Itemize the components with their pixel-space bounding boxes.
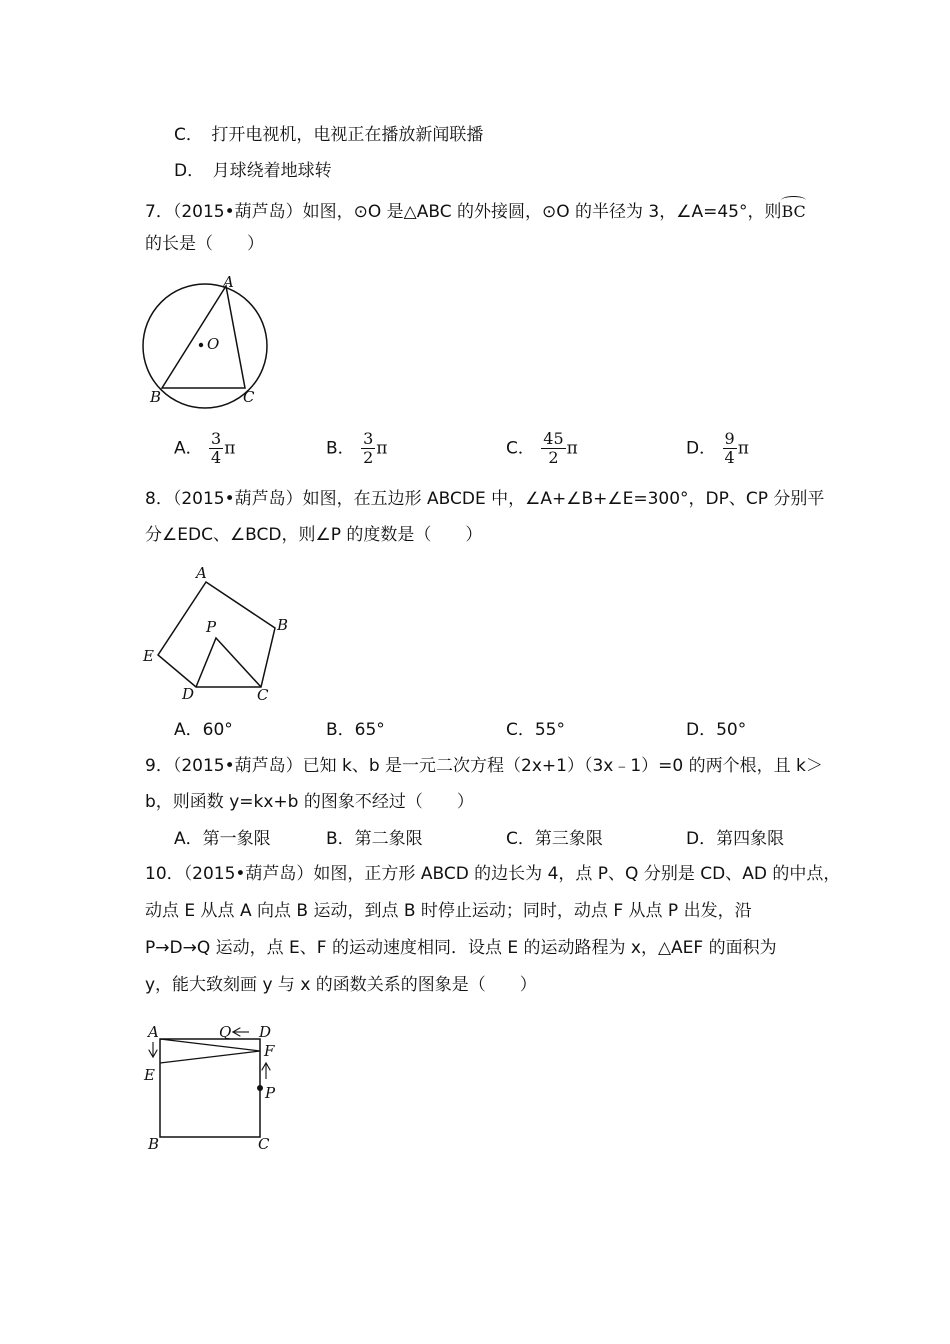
q10-figure-square: [135, 1012, 295, 1157]
label-b: B: [277, 616, 289, 634]
q9-option-a: A．第一象限: [174, 829, 271, 849]
fraction: [361, 430, 375, 467]
q8-stem-line1: 8．（2015•葫芦岛）如图，在五边形 ABCDE 中，∠A+∠B+∠E=300°，DP、CP 分别平: [145, 489, 825, 509]
label-b: B: [148, 1135, 160, 1153]
label-c: C: [258, 1135, 270, 1153]
q7-option-a: [174, 430, 235, 467]
label-d: D: [182, 685, 195, 703]
q7-figure-circle-triangle: [135, 270, 285, 415]
numerator: 9: [724, 429, 735, 448]
denominator: 4: [211, 448, 222, 467]
label-d: D: [259, 1023, 272, 1041]
q9-option-c: C．第三象限: [506, 829, 603, 849]
option-letter: D．: [686, 438, 717, 459]
denominator: 2: [363, 448, 374, 467]
q7-stem-text: 7．（2015•葫芦岛）如图，⊙O 是△ABC 的外接圆，⊙O 的半径为 3，∠A=45°，则: [145, 202, 782, 222]
pi-symbol: π: [566, 438, 578, 459]
q9-stem-line1: 9．（2015•葫芦岛）已知 k、b 是一元二次方程（2x+1）（3x﹣1）=0 的两个根，且 k＞: [145, 756, 823, 776]
q8-option-a: A．60°: [174, 720, 233, 740]
option-letter: B．: [326, 438, 355, 459]
pi-symbol: π: [376, 438, 388, 459]
q10-stem-line1: 10．（2015•葫芦岛）如图，正方形 ABCD 的边长为 4，点 P、Q 分别是 CD、AD 的中点，: [145, 864, 841, 884]
label-c: C: [257, 686, 269, 704]
denominator: 2: [548, 448, 559, 467]
segment-ef: [160, 1051, 260, 1063]
q8-option-d: D．50°: [686, 720, 747, 740]
square-abcd: [160, 1039, 260, 1137]
label-p: P: [206, 618, 217, 636]
label-p: P: [265, 1084, 276, 1102]
numerator: 3: [363, 429, 374, 448]
label-e: E: [143, 647, 154, 665]
label-a: A: [148, 1023, 159, 1041]
label-a: A: [223, 273, 234, 291]
numerator: 45: [543, 429, 564, 448]
q7-stem-line1: [145, 196, 806, 224]
label-a: A: [196, 564, 207, 582]
q9-option-d: D．第四象限: [686, 829, 785, 849]
label-b: B: [150, 388, 162, 406]
label-e: E: [144, 1066, 155, 1084]
fraction: [209, 430, 223, 467]
fraction: [723, 430, 737, 467]
point-p: [257, 1085, 263, 1091]
option-letter: A．: [174, 438, 203, 459]
q7-stem-line2: 的长是（ ）: [145, 234, 264, 254]
q10-stem-line4: y，能大致刻画 y 与 x 的函数关系的图象是（ ）: [145, 975, 537, 995]
label-o: O: [207, 335, 220, 353]
option-letter: C．: [506, 438, 535, 459]
q10-stem-line2: 动点 E 从点 A 向点 B 运动，到点 B 时停止运动；同时，动点 F 从点 P 出发，沿: [145, 901, 752, 921]
q7-option-b: [326, 430, 387, 467]
pentagon-abcde: [158, 582, 275, 687]
pi-symbol: π: [737, 438, 749, 459]
q8-option-c: C．55°: [506, 720, 566, 740]
q6-option-d: D． 月球绕着地球转: [174, 161, 332, 181]
numerator: 3: [211, 429, 222, 448]
q9-stem-line2: b，则函数 y=kx+b 的图象不经过（ ）: [145, 792, 474, 812]
q8-option-b: B．65°: [326, 720, 385, 740]
q6-option-c: C． 打开电视机，电视正在播放新闻联播: [174, 125, 484, 145]
label-c: C: [243, 388, 255, 406]
q8-stem-line2: 分∠EDC、∠BCD，则∠P 的度数是（ ）: [145, 525, 483, 545]
arc-bc-label: BC: [781, 196, 805, 224]
denominator: 4: [724, 448, 735, 467]
pi-symbol: π: [224, 438, 236, 459]
q10-stem-line3: P→D→Q 运动，点 E、F 的运动速度相同．设点 E 的运动路程为 x，△AEF 的面积为: [145, 938, 777, 958]
center-point-o: [199, 343, 203, 347]
q9-option-b: B．第二象限: [326, 829, 423, 849]
bisectors-dp-cp: [196, 638, 261, 687]
q7-option-c: [506, 430, 578, 467]
label-f: F: [264, 1042, 275, 1060]
triangle-abc: [162, 286, 245, 388]
q7-option-d: [686, 430, 749, 467]
label-q: Q: [219, 1023, 232, 1041]
segment-af: [160, 1039, 260, 1051]
fraction: [541, 430, 565, 467]
q8-figure-pentagon: [140, 560, 300, 705]
